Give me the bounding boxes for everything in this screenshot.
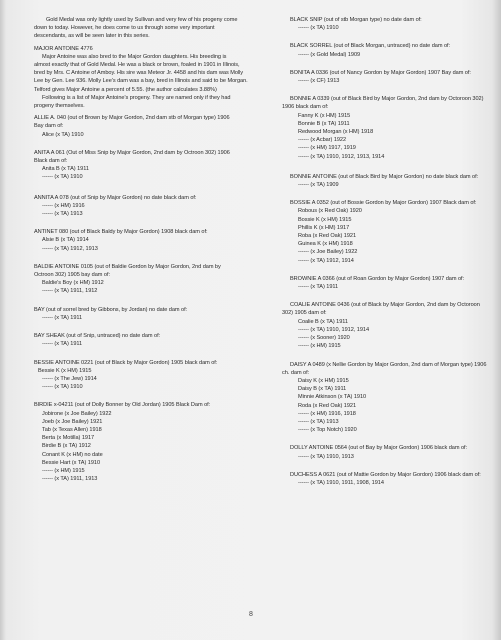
text-line: ------ (x TA) 1911, 1912 bbox=[42, 288, 98, 295]
paragraph-spacer bbox=[24, 391, 254, 401]
text-line: ------ (x HM) 1915 bbox=[298, 343, 341, 350]
text-line: ------ (x Gold Medal) 1909 bbox=[298, 51, 361, 58]
text-line: DAISY A 0489 (x Nellie Gordon by Major Gordon, 2nd dam of Morgan type) 1906 bbox=[290, 361, 487, 368]
text-line: Telford gives Major Antoine a percent of 5.55. (the author calculates 3.88%) bbox=[34, 86, 217, 93]
text-line: Gold Medal was only lightly used by Sullivan and very few of his progeny come bbox=[46, 17, 238, 23]
text-line: ------ (x TA) 1910, 1912, 1913, 1914 bbox=[298, 153, 385, 160]
paragraph-spacer bbox=[254, 0, 490, 16]
text-line: ------ (x TA) 1911 bbox=[42, 314, 83, 321]
text-line: ------ (x HM) 1915 bbox=[42, 467, 85, 474]
paragraph-spacer bbox=[254, 189, 490, 199]
text-line: DUCHESS A 0621 (out of Mattie Gordon by Major Gordon) 1906 black dam of: bbox=[290, 471, 481, 478]
text-line: Octroon 302) 1905 bay dam of: bbox=[34, 272, 110, 279]
paragraph-spacer bbox=[254, 32, 490, 42]
text-line: ------ (x TA) 1913 bbox=[42, 211, 83, 218]
text-line: MAJOR ANTOINE 4776 bbox=[34, 45, 93, 52]
text-line: Minnie Atkinson (x TA) 1910 bbox=[298, 394, 367, 401]
text-line: Bessie K (x HM) 1915 bbox=[38, 367, 92, 374]
text-line: Roda (x Red Oak) 1921 bbox=[298, 402, 357, 409]
text-line: progeny themselves. bbox=[34, 103, 85, 110]
text-line: BAY SHEAK (out of Snip, untraced) no date dam of: bbox=[34, 333, 161, 340]
text-line: ------ (x TA) 1910 bbox=[42, 384, 83, 391]
paragraph-spacer bbox=[254, 291, 490, 301]
text-line: Bossie K (x HM) 1915 bbox=[298, 216, 352, 223]
text-line: ------ (x Acbar) 1922 bbox=[298, 137, 347, 144]
text-line: ANTINET 080 (out of Black Baldy by Major Gordon) 1908 black dam of: bbox=[34, 229, 208, 236]
paragraph-spacer bbox=[254, 434, 490, 444]
text-line: COALIE ANTOINE 0436 (out of Black by Major Gordon, 2nd dam by Octoroon bbox=[290, 302, 480, 309]
text-line: Jobirone (x Joe Bailey) 1922 bbox=[42, 410, 112, 417]
text-line: ------ (x TA) 1911 bbox=[42, 341, 83, 348]
paragraph-spacer bbox=[24, 218, 254, 228]
text-line: Fanny K (x HM) 1915 bbox=[298, 112, 351, 119]
text-line: Daisy B (x TA) 1911 bbox=[298, 386, 347, 393]
paragraph-spacer bbox=[254, 265, 490, 275]
text-line: ------ (x TA) 1912, 1913 bbox=[42, 245, 98, 252]
text-line: BLACK SNIP (out of stb Morgan type) no date dam of: bbox=[290, 17, 422, 23]
text-line: ------ (x Top Notch) 1920 bbox=[298, 427, 357, 434]
text-line: Berta (x Motilla) 1917 bbox=[42, 435, 95, 442]
text-line: Anita B (x TA) 1911 bbox=[42, 166, 89, 173]
text-line: Daisy K (x HM) 1915 bbox=[298, 377, 349, 384]
text-line: ALLIE A. 040 (out of Brown by Major Gordon, 2nd dam stb of Morgan type) 1906 bbox=[34, 115, 230, 122]
text-line: BONITA A 0336 (out of Nancy Gordon by Major Gordon) 1907 Bay dam of: bbox=[290, 69, 471, 76]
text-line: BALDIE ANTOINE 0105 (out of Baldie Gordon by Major Gordon, 2nd dam by bbox=[34, 263, 221, 270]
text-line: ------ (x TA) 1909 bbox=[298, 182, 339, 189]
text-line: Robous (x Red Oak) 1920 bbox=[298, 208, 362, 215]
text-line: ------ (x TA) 1913 bbox=[298, 418, 339, 425]
text-line: ------ (x CF) 1913 bbox=[298, 78, 340, 85]
text-line: ------ (x TA) 1910, 1913 bbox=[298, 453, 354, 460]
text-line: BOSSIE A 0352 (out of Bossie Gordon by Major Gordon) 1907 Black dam of: bbox=[290, 200, 477, 207]
text-line: Black dam of: bbox=[34, 158, 68, 165]
page-number: 8 bbox=[249, 611, 253, 618]
text-line: BAY (out of sorrel bred by Gibbons, by Jordan) no date dam of: bbox=[34, 306, 188, 313]
text-line: ------ (x HM) 1916 bbox=[42, 202, 85, 209]
paragraph-spacer bbox=[24, 322, 254, 332]
text-line: ANNITA A 078 (out of Snip by Major Gordon) no date black dam of: bbox=[34, 194, 197, 201]
text-line: ------ (x TA) 1911 bbox=[298, 284, 339, 291]
text-line: BESSIE ANTOINE 0221 (out of Black by Major Gordon) 1905 black dam of: bbox=[34, 359, 218, 366]
paragraph-spacer bbox=[254, 85, 490, 95]
paragraph-spacer bbox=[254, 461, 490, 471]
right-column bbox=[254, 0, 490, 487]
paragraph-spacer bbox=[254, 59, 490, 69]
text-line: ANITA A 061 (Out of Miss Snip by Major Gordon, 2nd dam by Octroon 302) 1906 bbox=[34, 149, 230, 156]
paragraph-spacer bbox=[24, 0, 254, 16]
text-line: DOLLY ANTOINE 0564 (out of Bay by Major Gordon) 1906 black dam of: bbox=[290, 445, 468, 452]
text-line: Redwood Morgan (x HM) 1918 bbox=[298, 129, 374, 136]
text-line: BROWNIE A 0366 (out of Roan Gordon by Major Gordon) 1907 dam of: bbox=[290, 275, 465, 282]
text-line: BIRDIE x-04211 (out of Dolly Bonner by Old Jordan) 1905 Black Dam of: bbox=[34, 402, 211, 409]
text-line: Alice (x TA) 1910 bbox=[42, 131, 84, 138]
text-line: ------ (x TA) 1910 bbox=[298, 25, 339, 32]
text-line: ch. dam of: bbox=[282, 369, 310, 376]
text-line: Joeb (x Joe Bailey) 1921 bbox=[42, 418, 103, 425]
text-line: Bonnie B (x TA) 1911 bbox=[298, 120, 350, 127]
text-line: descendants, as will be seen later in this series. bbox=[34, 33, 150, 40]
text-line: Baldie's Boy (x HM) 1912 bbox=[42, 280, 104, 287]
text-line: Tab (x Texas Allen) 1918 bbox=[42, 426, 102, 433]
text-line: BLACK SORREL (out of Black Morgan, untraced) no date dam of: bbox=[290, 43, 451, 50]
text-line: 302) 1905 dam of: bbox=[282, 310, 327, 317]
text-line: ------ (x TA) 1910, 1911, 1908, 1914 bbox=[298, 479, 384, 486]
text-line: Major Antoine was also bred to the Major Gordon daughters. His breeding is bbox=[42, 53, 227, 60]
text-line: Birdie B (x TA) 1912 bbox=[42, 443, 91, 450]
text-line: ------ (x Joe Bailey) 1922 bbox=[298, 249, 358, 256]
text-line: Guinea K (x HM) 1918 bbox=[298, 241, 353, 248]
text-line: ------ (x TA) 1910 bbox=[42, 174, 83, 181]
text-line: ------ (x The Jew) 1914 bbox=[42, 375, 97, 382]
text-line: BONNIE ANTOINE (out of Black Bird by Major Gordon) no date black dam of: bbox=[290, 173, 479, 180]
text-line: 1906 black dam of: bbox=[282, 104, 329, 111]
paragraph-spacer bbox=[254, 351, 490, 361]
left-column bbox=[24, 0, 254, 483]
paragraph-spacer bbox=[24, 182, 254, 194]
text-line: Roba (x Red Oak) 1921 bbox=[298, 233, 357, 240]
paragraph-spacer bbox=[24, 349, 254, 359]
text-line: ------ (x TA) 1912, 1914 bbox=[298, 257, 354, 264]
text-line: down to today. However, he does come to us through some very important bbox=[34, 25, 215, 32]
text-line: Conant K (x HM) no date bbox=[42, 451, 103, 458]
paragraph-spacer bbox=[254, 161, 490, 173]
text-line: Bay dam of: bbox=[34, 123, 64, 130]
text-line: bred by Mrs. C Antoine of Amboy. His sire was Meteor Jr. 4458 and his dam was Molly bbox=[34, 70, 244, 77]
text-line: almost exactly that of Gold Medal. He was a black or brown, foaled in 1901 in Illinois, bbox=[34, 62, 240, 69]
text-line: ------ (x HM) 1917, 1919 bbox=[298, 145, 356, 152]
text-line: ------ (x HM) 1916, 1918 bbox=[298, 410, 356, 417]
text-line: Bessie Hart (x TA) 1910 bbox=[42, 459, 101, 466]
text-line: BONNIE A 0339 (out of Black Bird by Major Gordon, 2nd dam by Octoroon 302) bbox=[290, 96, 484, 103]
paragraph-spacer bbox=[24, 296, 254, 306]
text-line: Lee by Gen. Lee 936. Molly Lee's dam was a bay, bred in Illinois and said to be Morgan. bbox=[34, 78, 248, 85]
text-line: Alsie B (x TA) 1914 bbox=[42, 237, 89, 244]
text-line: ------ (x TA) 1910, 1912, 1914 bbox=[298, 326, 370, 333]
text-line: Following is a list of Major Antoine's progeny. They are named only if they had bbox=[42, 94, 231, 101]
text-line: Coalie B (x TA) 1911 bbox=[298, 318, 348, 325]
paragraph-spacer bbox=[24, 139, 254, 149]
text-line: ------ (x TA) 1911, 1913 bbox=[42, 476, 98, 483]
text-line: ------ (x Sooner) 1920 bbox=[298, 335, 350, 342]
paragraph-spacer bbox=[24, 253, 254, 263]
text-line: Phillis K (x HM) 1917 bbox=[298, 224, 350, 231]
